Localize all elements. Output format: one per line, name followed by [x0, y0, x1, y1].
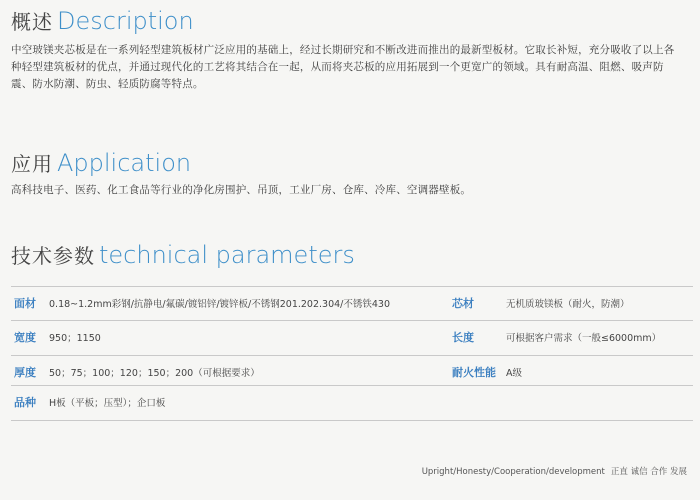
param-value-thickness: 50；75；100；120；150；200（可根据要求）	[49, 368, 260, 379]
param-label-surface: 面材	[14, 297, 36, 310]
technical-title-cn: 技术参数	[11, 244, 95, 268]
parameters-row-surface	[11, 286, 693, 321]
technical-title-en: technical parameters	[99, 241, 355, 269]
application-title-en: Application	[57, 149, 192, 177]
param-value-core: 无机质玻镁板（耐火，防潮）	[506, 299, 630, 310]
parameters-row-thickness	[11, 356, 693, 386]
param-value-surface: 0.18~1.2mm彩钢/抗静电/氟碳/镀铝锌/镀锌板/不锈钢201.202.304/不锈铁430	[49, 299, 391, 310]
technical-heading	[11, 240, 355, 269]
description-title-en: Description	[57, 7, 194, 35]
param-value-variety: H板（平板；压型）；企口板	[49, 398, 166, 409]
footer-slogan-en: Upright/Honesty/Cooperation/development	[421, 467, 605, 477]
param-label-length: 长度	[452, 331, 474, 344]
param-label-fire-rating: 耐火性能	[452, 366, 496, 379]
param-label-variety: 品种	[14, 396, 36, 409]
parameters-table	[11, 286, 693, 421]
description-heading	[11, 6, 194, 35]
description-title-cn: 概述	[11, 10, 53, 34]
param-label-width: 宽度	[14, 331, 36, 344]
parameters-row-variety	[11, 386, 693, 421]
application-heading	[11, 148, 191, 177]
param-value-width: 950；1150	[49, 333, 101, 344]
param-label-thickness: 厚度	[14, 366, 36, 379]
description-text: 中空玻镁夹芯板是在一系列轻型建筑板材广泛应用的基础上，经过长期研究和不断改进而推出的最新型板材。它取长补短，充分吸收了以上各种轻型建筑板材的优点，并通过现代化的工艺将其结合在一起，从而将夹芯板的应用拓展到一个更宽广的领域。具有耐高温、阻燃、吸声防震、防水防潮、防虫、轻质防腐等特点。	[11, 44, 675, 90]
footer-slogan	[422, 465, 687, 477]
param-value-fire-rating: A级	[506, 368, 522, 379]
param-label-core: 芯材	[452, 297, 474, 310]
footer-slogan-cn: 正直 诚信 合作 发展	[610, 467, 687, 477]
application-title-cn: 应用	[11, 152, 53, 176]
application-text: 高科技电子、医药、化工食品等行业的净化房围护、吊顶，工业厂房、仓库、冷库、空调器壁板。	[11, 184, 472, 196]
param-value-length: 可根据客户需求（一般≤6000mm）	[506, 333, 662, 344]
parameters-row-width	[11, 321, 693, 356]
